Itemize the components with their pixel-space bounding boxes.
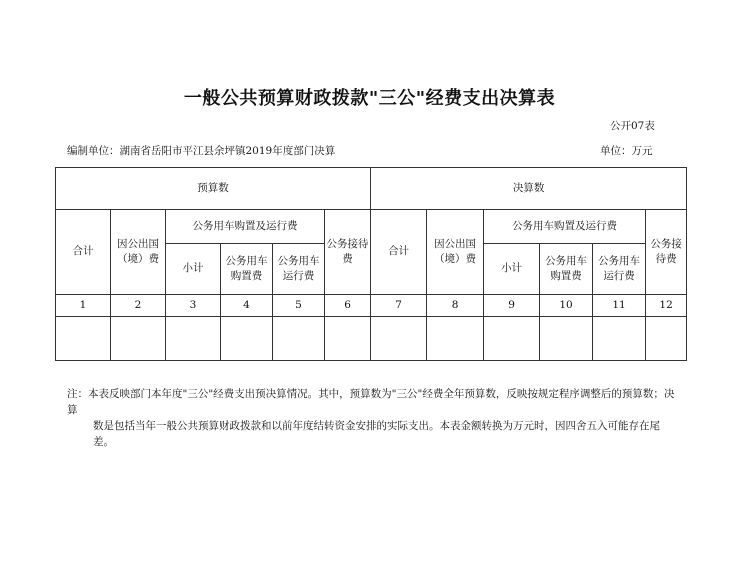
table-row [56,317,687,361]
final-vehicle-purchase-header: 公务用车购置费 [540,244,593,295]
column-number-row [56,295,687,317]
column-number: 1 [56,295,111,317]
final-group-header: 决算数 [371,168,687,210]
table-cell [166,317,221,361]
table-cell [221,317,273,361]
final-vehicle-operation-header: 公务用车运行费 [593,244,646,295]
final-vehicle-group-header: 公务用车购置及运行费 [484,210,646,244]
column-number: 7 [371,295,427,317]
table-cell [593,317,646,361]
column-number: 2 [111,295,166,317]
table-cell [371,317,427,361]
table-cell [646,317,687,361]
table-cell [427,317,484,361]
table-cell [484,317,540,361]
form-code: 公开07表 [610,120,655,132]
budget-vehicle-purchase-header: 公务用车购置费 [221,244,273,295]
table-cell [325,317,371,361]
final-total-header: 合计 [371,210,427,295]
column-number: 12 [646,295,687,317]
column-number: 8 [427,295,484,317]
budget-vehicle-operation-header: 公务用车运行费 [273,244,325,295]
column-number: 6 [325,295,371,317]
three-public-expenses-table [55,167,687,361]
column-number: 11 [593,295,646,317]
budget-group-header: 预算数 [56,168,371,210]
currency-unit: 单位：万元 [600,145,653,157]
table-cell [56,317,111,361]
budget-reception-header: 公务接待费 [325,210,371,295]
footnote [67,386,677,450]
column-number: 9 [484,295,540,317]
table-cell [273,317,325,361]
page-title: 一般公共预算财政拨款"三公"经费支出决算表 [183,88,556,109]
table-cell [540,317,593,361]
final-overseas-header: 因公出国（境）费 [427,210,484,295]
column-number: 3 [166,295,221,317]
column-number: 4 [221,295,273,317]
final-reception-header: 公务接待费 [646,210,687,295]
footnote-line-1: 注：本表反映部门本年度"三公"经费支出预决算情况。其中，预算数为"三公"经费全年预算数，反映按规定程序调整后的预算数；决算 [67,388,675,416]
column-number: 5 [273,295,325,317]
reporting-unit: 编制单位：湖南省岳阳市平江县余坪镇2019年度部门决算 [67,145,336,157]
table-cell [111,317,166,361]
budget-vehicle-group-header: 公务用车购置及运行费 [166,210,325,244]
column-number: 10 [540,295,593,317]
budget-overseas-header: 因公出国（境）费 [111,210,166,295]
budget-total-header: 合计 [56,210,111,295]
footnote-line-2: 数是包括当年一般公共预算财政拨款和以前年度结转资金安排的实际支出。本表金额转换为万元时，因四舍五入可能存在尾差。 [93,420,660,448]
budget-subtotal-header: 小计 [166,244,221,295]
final-subtotal-header: 小计 [484,244,540,295]
